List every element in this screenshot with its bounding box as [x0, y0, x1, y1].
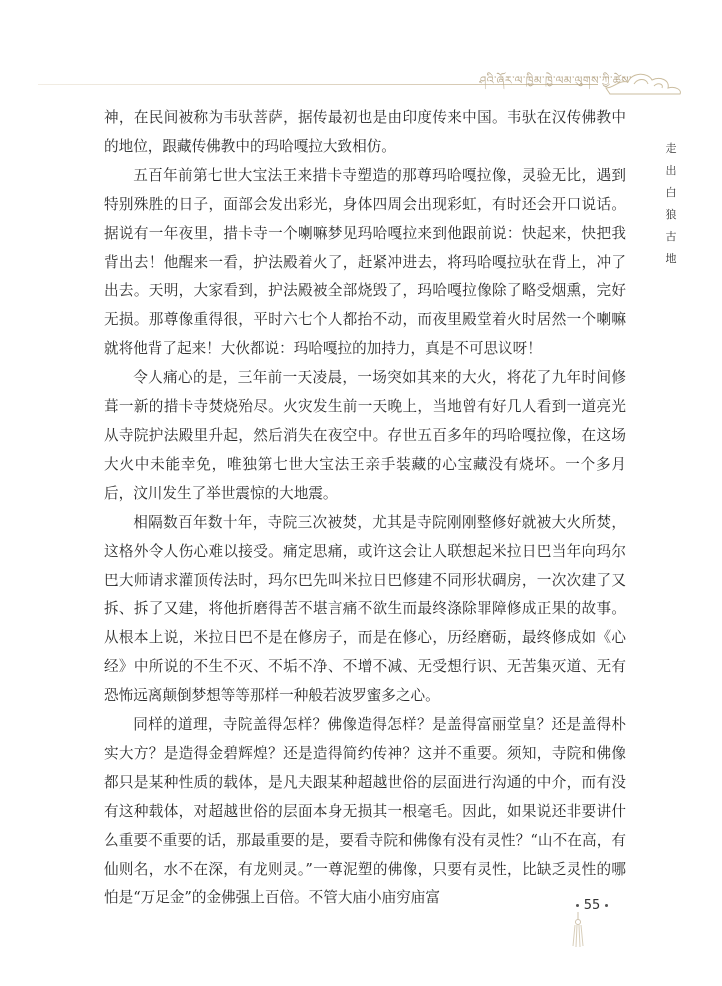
tassel-icon: [566, 912, 590, 948]
paragraph: 同样的道理，寺院盖得怎样？佛像造得怎样？是盖得富丽堂皇？还是盖得朴实大方？是造得金碧辉煌？还是造得简约传神？这并不重要。须知，寺院和佛像都只是某种性质的载体，是凡夫跟某种超越世俗的层面进行沟通的中介，而有没有这种载体，对超越世俗的层面本身无损其一根毫毛。因此，如果说还非要讲什么重要不重要的话，那最重要的是，要看寺院和佛像有没有灵性？“山不在高，有仙则名，水不在深，有龙则灵。”一尊泥塑的佛像，只要有灵性，比缺乏灵性的哪怕是“万足金”的金佛强上百倍。不管大庙小庙穷庙富: [104, 716, 626, 907]
side-title-char: 走: [665, 142, 677, 155]
page-number-text: 55: [583, 897, 601, 913]
dot-icon: [605, 904, 608, 907]
cloud-ornament-icon: [604, 66, 684, 98]
dot-icon: [576, 904, 579, 907]
side-title-char: 出: [665, 164, 677, 177]
tibetan-header-text: ཤའི་ཞོར་ལ་ཁྱིམ་ཁྱེ་ལམ་ལུགས་ཀྱི་ཚེས་: [479, 73, 632, 87]
paragraph: 令人痛心的是，三年前一天凌晨，一场突如其来的大火，将花了九年时间修葺一新的措卡寺焚烧殆尽。火灾发生前一天晚上，当地曾有好几人看到一道亮光从寺院护法殿里升起，然后消失在夜空中。存世五百多年的玛哈嘎拉像，在这场大火中未能幸免，唯独第七世大宝法王亲手装藏的心宝藏没有烧坏。一个多月后，汶川发生了举世震惊的大地震。: [104, 369, 626, 502]
side-title-char: 古: [665, 230, 677, 243]
page-number: [562, 897, 622, 913]
body-text: [104, 104, 626, 913]
side-title-char: 狼: [665, 208, 677, 221]
paragraph: 相隔数百年数十年，寺院三次被焚，尤其是寺院刚刚整修好就被大火所焚，这格外令人伤心难以接受。痛定思痛，或许这会让人联想起米拉日巴当年向玛尔巴大师请求灌顶传法时，玛尔巴先叫米拉日巴修建不同形状碉房，一次次建了又拆、拆了又建，将他折磨得苦不堪言痛不欲生而最终涤除罪障修成正果的故事。从根本上说，米拉日巴不是在修房子，而是在修心，历经磨砺，最终修成如《心经》中所说的不生不灭、不垢不净、不增不减、无受想行识、无苦集灭道、无有恐怖远离颠倒梦想等等那样一种般若波罗蜜多之心。: [104, 513, 626, 705]
side-title-char: 地: [665, 252, 677, 265]
paragraph: 五百年前第七世大宝法王来措卡寺塑造的那尊玛哈嘎拉像，灵验无比，遇到特别殊胜的日子，面部会发出彩光，身体四周会出现彩虹，有时还会开口说话。据说有一年夜里，措卡寺一个喇嘛梦见玛哈嘎拉来到他跟前说：快起来，快把我背出去！他醒来一看，护法殿着火了，赶紧冲进去，将玛哈嘎拉驮在背上，冲了出去。天明，大家看到，护法殿被全部烧毁了，玛哈嘎拉像除了略受烟熏，完好无损。那尊像重得很，平时六七个人都抬不动，而夜里殿堂着火时居然一个喇嘛就将他背了起来！大伙都说：玛哈嘎拉的加持力，真是不可思议呀！: [104, 166, 626, 358]
side-title-char: 白: [665, 186, 677, 199]
paragraph: 神，在民间被称为韦驮菩萨，据传最初也是由印度传来中国。韦驮在汉传佛教中的地位，跟藏传佛教中的玛哈嘎拉大致相仿。: [104, 109, 626, 155]
side-chapter-title: [664, 138, 678, 270]
